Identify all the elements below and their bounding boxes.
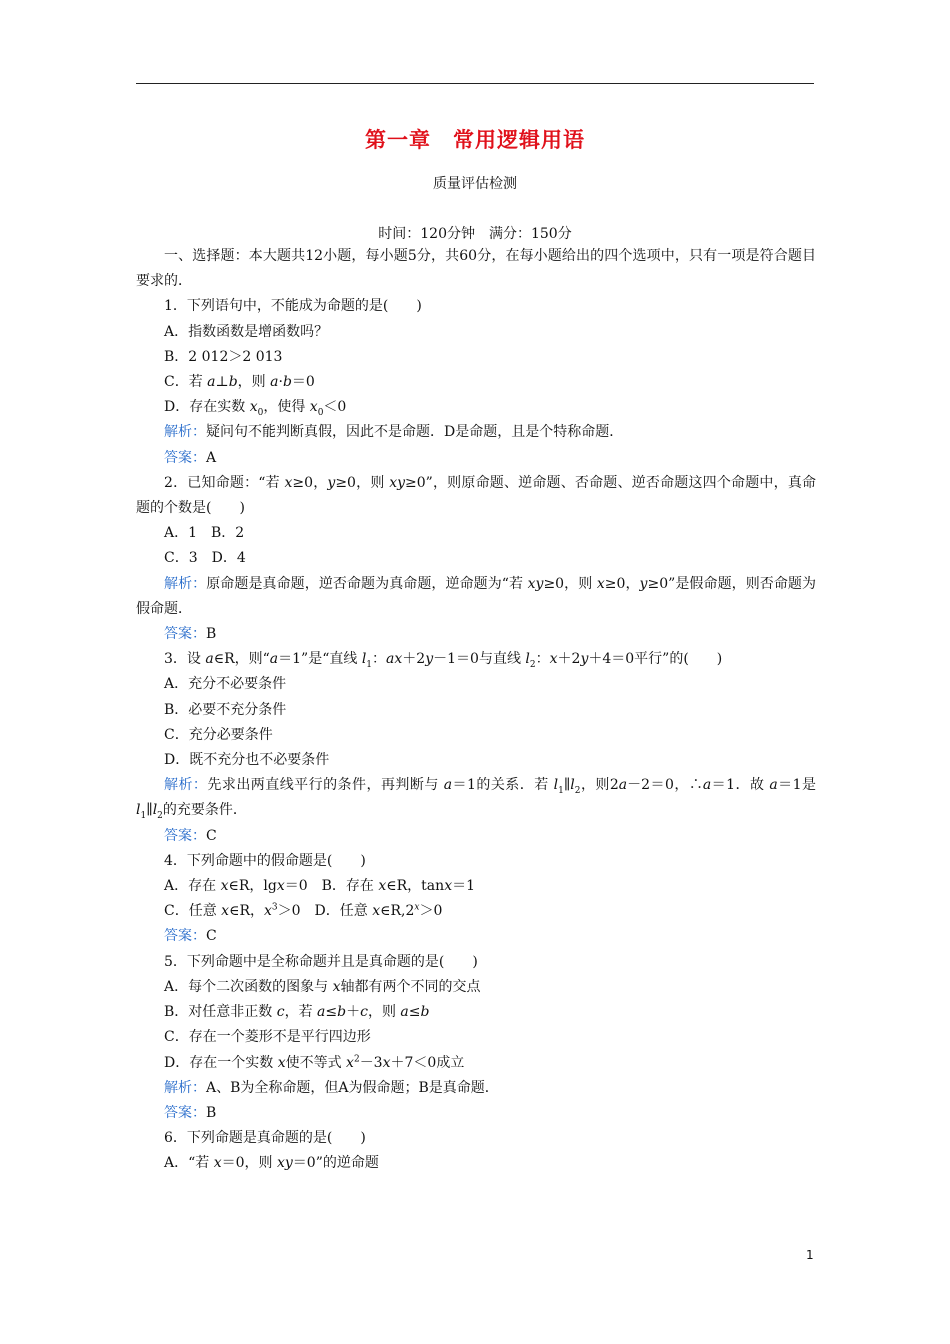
document-subtitle: 质量评估检测 — [433, 176, 517, 192]
q3-option-d: D．既不充分也不必要条件 — [164, 752, 330, 769]
q3-option-a: A．充分不必要条件 — [164, 676, 287, 693]
q3-analysis: 解析：先求出两直线平行的条件，再判断与 a＝1的关系．若 $l_1\parallel l_2$，则2a－2＝0，∴a＝1．故 a＝1是 $l_1\parallel l_2$的充要条件． — [136, 777, 816, 822]
q2-analysis: 解析：原命题是真命题，逆否命题为真命题，逆命题为“若 xy≥0，则 x≥0，y≥0”是假命题，则否命题为假命题． — [136, 575, 817, 617]
q1-option-b: B．2 012＞2 013 — [164, 348, 283, 365]
q2-options-ab: A．1 B．2 — [164, 525, 245, 542]
q5-option-a: A．每个二次函数的图象与 x轴都有两个不同的交点 — [164, 978, 481, 995]
q1-option-c: C．若 a⊥b，则 a·b＝0 — [164, 374, 315, 391]
chapter-title: 第一章 常用逻辑用语 — [365, 128, 585, 152]
document-body — [136, 244, 816, 1177]
q5-stem: 5．下列命题中是全称命题并且是真命题的是( ) — [164, 953, 478, 970]
q5-analysis: 解析：A、B为全称命题，但A为假命题；B是真命题． — [164, 1079, 499, 1096]
q1-option-a: A．指数函数是增函数吗？ — [164, 323, 329, 340]
q4-stem: 4．下列命题中的假命题是( ) — [164, 852, 366, 869]
q5-option-c: C．存在一个菱形不是平行四边形 — [164, 1029, 371, 1046]
q3-answer: 答案：C — [164, 827, 217, 844]
q2-answer: 答案：B — [164, 626, 217, 643]
q1-answer: 答案：A — [164, 449, 217, 466]
q4-answer: 答案：C — [164, 928, 217, 945]
q1-analysis: 解析：疑问句不能判断真假，因此不是命题．D是命题，且是个特称命题． — [164, 424, 624, 441]
q3-stem: 3．设 a∈R，则“a＝1”是“直线 $l_1$：ax＋2y－1＝0与直线 $l_2$：x＋2y＋4＝0平行”的( ) — [164, 651, 723, 671]
exam-meta: 时间：120分钟 满分：150分 — [378, 226, 572, 242]
q1-option-d: D．存在实数 $x_0$，使得 $x_0<0$ — [164, 399, 347, 419]
header-rule — [136, 83, 814, 84]
q5-option-d: D．存在一个实数 x使不等式 $x^2-3x+7<0$成立 — [164, 1053, 465, 1071]
q2-options-cd: C．3 D．4 — [164, 550, 246, 567]
page-number: 1 — [806, 1248, 814, 1262]
q5-option-b: B．对任意非正数 c，若 a≤b＋c，则 a≤b — [164, 1004, 430, 1021]
q3-option-c: C．充分必要条件 — [164, 726, 273, 743]
section-instructions: 一、选择题：本大题共12小题，每小题5分，共60分，在每小题给出的四个选项中，只有一项是符合题目要求的． — [136, 248, 816, 290]
q4-options-ab: A．存在 x∈R，lgx＝0 B．存在 x∈R，tanx＝1 — [164, 878, 476, 895]
q5-answer: 答案：B — [164, 1104, 217, 1121]
q1-stem: 1．下列语句中，不能成为命题的是( ) — [164, 298, 422, 315]
q6-option-a: A．“若 x＝0，则 xy＝0”的逆命题 — [164, 1155, 379, 1172]
q6-stem: 6．下列命题是真命题的是( ) — [164, 1130, 366, 1147]
q2-stem: 2．已知命题：“若 x≥0，y≥0，则 xy≥0”，则原命题、逆命题、否命题、逆否命题这四个命题中，真命题的个数是( ) — [136, 474, 817, 517]
q4-options-cd: C．任意 x∈R，$x^3>0$ D．任意 $x\in R,2^x>0$ — [164, 902, 443, 920]
q3-option-b: B．必要不充分条件 — [164, 701, 287, 718]
